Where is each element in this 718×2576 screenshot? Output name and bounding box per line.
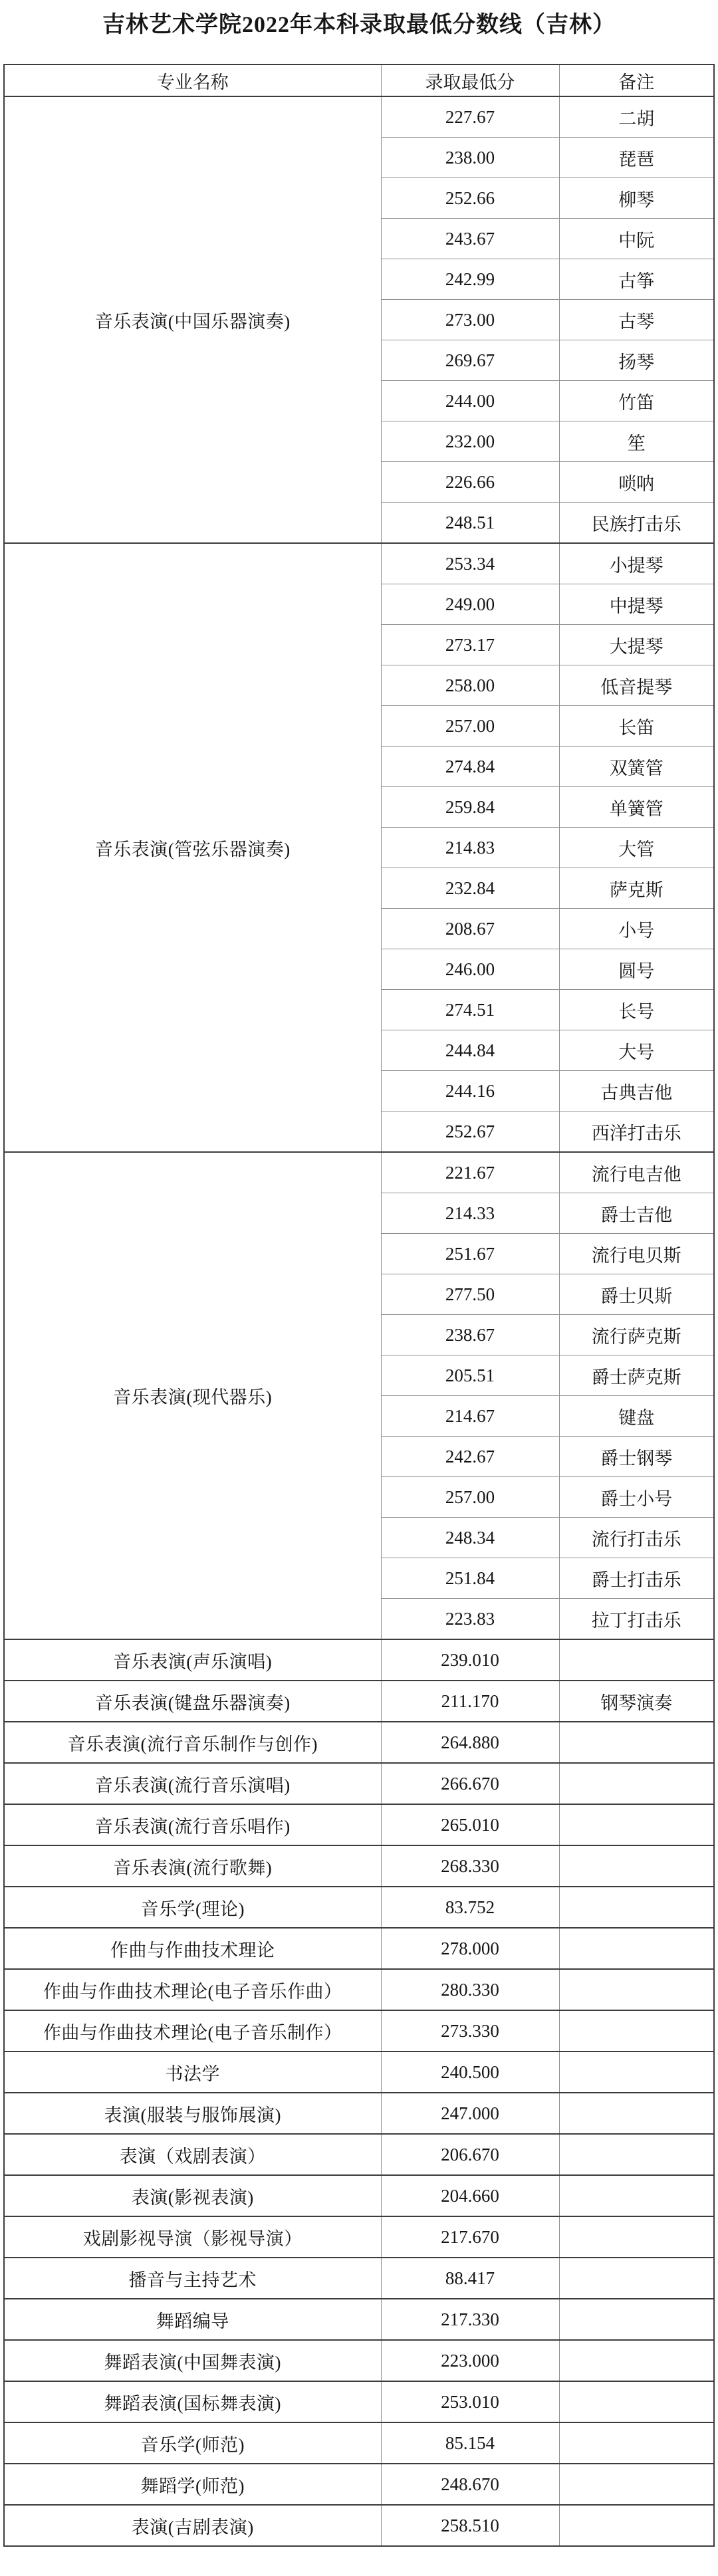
- table-header: [4, 64, 714, 96]
- table-row: [4, 1681, 714, 1722]
- remark-cell: 钢琴演奏: [559, 1681, 714, 1722]
- admission-scores-table: [3, 64, 715, 2547]
- major-cell: 作曲与作曲技术理论(电子音乐作曲）: [4, 1969, 381, 2010]
- score-cell: 258.510: [381, 2505, 559, 2546]
- table-row: [4, 1928, 714, 1969]
- score-cell: 273.330: [381, 2010, 559, 2051]
- score-cell: 217.330: [381, 2299, 559, 2340]
- major-cell: 音乐表演(流行音乐演唱): [4, 1763, 381, 1804]
- score-cell: 247.000: [381, 2093, 559, 2134]
- score-cell: 242.99: [381, 259, 559, 300]
- remark-cell: 萨克斯: [559, 868, 714, 909]
- score-cell: 264.880: [381, 1722, 559, 1763]
- score-cell: 274.84: [381, 747, 559, 787]
- major-cell: 作曲与作曲技术理论(电子音乐制作）: [4, 2010, 381, 2051]
- score-cell: 248.51: [381, 503, 559, 544]
- remark-cell: 流行打击乐: [559, 1518, 714, 1558]
- remark-cell: 键盘: [559, 1396, 714, 1437]
- col-header-major: 专业名称: [4, 64, 381, 96]
- remark-cell: [559, 2093, 714, 2134]
- remark-cell: 小提琴: [559, 543, 714, 584]
- remark-cell: [559, 2216, 714, 2258]
- remark-cell: [559, 2505, 714, 2546]
- remark-cell: [559, 1887, 714, 1928]
- remark-cell: 笙: [559, 421, 714, 462]
- major-cell: 音乐表演(管弦乐器演奏): [4, 543, 381, 1152]
- remark-cell: 古琴: [559, 300, 714, 340]
- score-cell: 252.66: [381, 178, 559, 219]
- major-cell: 表演(服装与服饰展演): [4, 2093, 381, 2134]
- table-row: [4, 2422, 714, 2464]
- score-cell: 238.00: [381, 138, 559, 178]
- major-cell: 音乐学(理论): [4, 1887, 381, 1928]
- remark-cell: [559, 2381, 714, 2422]
- major-cell: 音乐表演(声乐演唱): [4, 1639, 381, 1681]
- table-row: [4, 2340, 714, 2381]
- remark-cell: [559, 2464, 714, 2505]
- remark-cell: [559, 2258, 714, 2299]
- remark-cell: 扬琴: [559, 340, 714, 381]
- remark-cell: 流行电贝斯: [559, 1234, 714, 1274]
- col-header-remark: 备注: [559, 64, 714, 96]
- score-cell: 223.83: [381, 1599, 559, 1640]
- major-cell: 音乐表演(流行音乐制作与创作): [4, 1722, 381, 1763]
- score-cell: 205.51: [381, 1355, 559, 1396]
- score-cell: 273.17: [381, 625, 559, 665]
- major-cell: 表演(吉剧表演): [4, 2505, 381, 2546]
- score-cell: 214.67: [381, 1396, 559, 1437]
- remark-cell: 二胡: [559, 96, 714, 138]
- score-cell: 243.67: [381, 219, 559, 259]
- score-cell: 273.00: [381, 300, 559, 340]
- score-cell: 248.670: [381, 2464, 559, 2505]
- header-row: [4, 64, 714, 96]
- table-row: [4, 1887, 714, 1928]
- score-cell: 249.00: [381, 584, 559, 625]
- score-cell: 269.67: [381, 340, 559, 381]
- major-cell: 表演(影视表演): [4, 2175, 381, 2216]
- remark-cell: 中提琴: [559, 584, 714, 625]
- table-row: [4, 1639, 714, 1681]
- remark-cell: [559, 1804, 714, 1845]
- major-cell: 音乐表演(流行音乐唱作): [4, 1804, 381, 1845]
- remark-cell: 大提琴: [559, 625, 714, 665]
- score-cell: 257.00: [381, 706, 559, 747]
- major-cell: 音乐学(师范): [4, 2422, 381, 2464]
- remark-cell: 大管: [559, 828, 714, 868]
- score-cell: 208.67: [381, 909, 559, 949]
- table-body: [4, 96, 714, 2546]
- score-cell: 268.330: [381, 1845, 559, 1887]
- score-cell: 277.50: [381, 1274, 559, 1315]
- remark-cell: 圆号: [559, 949, 714, 990]
- score-cell: 85.154: [381, 2422, 559, 2464]
- score-cell: 214.33: [381, 1193, 559, 1234]
- table-row: [4, 2505, 714, 2546]
- score-cell: 232.00: [381, 421, 559, 462]
- remark-cell: [559, 1928, 714, 1969]
- table-row: [4, 1845, 714, 1887]
- score-cell: 266.670: [381, 1763, 559, 1804]
- table-row: [4, 2216, 714, 2258]
- table-row: [4, 2258, 714, 2299]
- score-cell: 253.010: [381, 2381, 559, 2422]
- remark-cell: 竹笛: [559, 381, 714, 421]
- remark-cell: 唢呐: [559, 462, 714, 503]
- col-header-score: 录取最低分: [381, 64, 559, 96]
- score-cell: 223.000: [381, 2340, 559, 2381]
- remark-cell: 长号: [559, 990, 714, 1030]
- score-cell: 280.330: [381, 1969, 559, 2010]
- major-cell: 音乐表演(现代器乐): [4, 1152, 381, 1639]
- remark-cell: 爵士打击乐: [559, 1558, 714, 1599]
- table-row: [4, 543, 714, 584]
- table-row: [4, 1969, 714, 2010]
- score-cell: 257.00: [381, 1477, 559, 1518]
- remark-cell: 大号: [559, 1030, 714, 1071]
- remark-cell: 流行萨克斯: [559, 1315, 714, 1355]
- remark-cell: [559, 2010, 714, 2051]
- remark-cell: 民族打击乐: [559, 503, 714, 544]
- remark-cell: 爵士钢琴: [559, 1437, 714, 1477]
- score-cell: 242.67: [381, 1437, 559, 1477]
- remark-cell: [559, 1969, 714, 2010]
- major-cell: 舞蹈编导: [4, 2299, 381, 2340]
- score-cell: 244.16: [381, 1071, 559, 1112]
- score-cell: 226.66: [381, 462, 559, 503]
- score-cell: 246.00: [381, 949, 559, 990]
- remark-cell: [559, 2051, 714, 2093]
- major-cell: 音乐表演(键盘乐器演奏): [4, 1681, 381, 1722]
- table-row: [4, 96, 714, 138]
- score-cell: 252.67: [381, 1112, 559, 1153]
- remark-cell: 爵士吉他: [559, 1193, 714, 1234]
- score-cell: 88.417: [381, 2258, 559, 2299]
- table-row: [4, 2299, 714, 2340]
- remark-cell: [559, 2340, 714, 2381]
- table-row: [4, 2175, 714, 2216]
- table-row: [4, 2093, 714, 2134]
- score-cell: 83.752: [381, 1887, 559, 1928]
- major-cell: 表演（戏剧表演）: [4, 2134, 381, 2175]
- remark-cell: [559, 1845, 714, 1887]
- remark-cell: 长笛: [559, 706, 714, 747]
- score-cell: 244.84: [381, 1030, 559, 1071]
- score-cell: 206.670: [381, 2134, 559, 2175]
- remark-cell: 中阮: [559, 219, 714, 259]
- table-row: [4, 2134, 714, 2175]
- remark-cell: [559, 1763, 714, 1804]
- remark-cell: 流行电吉他: [559, 1152, 714, 1193]
- remark-cell: 爵士萨克斯: [559, 1355, 714, 1396]
- score-cell: 232.84: [381, 868, 559, 909]
- page-title: 吉林艺术学院2022年本科录取最低分数线（吉林）: [102, 13, 616, 37]
- score-cell: 240.500: [381, 2051, 559, 2093]
- remark-cell: [559, 2299, 714, 2340]
- table-row: [4, 2051, 714, 2093]
- score-cell: 251.67: [381, 1234, 559, 1274]
- major-cell: 音乐表演(中国乐器演奏): [4, 96, 381, 543]
- table-row: [4, 1152, 714, 1193]
- major-cell: 舞蹈表演(国标舞表演): [4, 2381, 381, 2422]
- score-cell: 274.51: [381, 990, 559, 1030]
- score-cell: 227.67: [381, 96, 559, 138]
- remark-cell: 爵士贝斯: [559, 1274, 714, 1315]
- remark-cell: 双簧管: [559, 747, 714, 787]
- score-cell: 253.34: [381, 543, 559, 584]
- major-cell: 舞蹈学(师范): [4, 2464, 381, 2505]
- score-cell: 248.34: [381, 1518, 559, 1558]
- remark-cell: [559, 1639, 714, 1681]
- remark-cell: [559, 2175, 714, 2216]
- major-cell: 音乐表演(流行歌舞): [4, 1845, 381, 1887]
- major-cell: 作曲与作曲技术理论: [4, 1928, 381, 1969]
- score-cell: 239.010: [381, 1639, 559, 1681]
- table-row: [4, 1763, 714, 1804]
- remark-cell: 西洋打击乐: [559, 1112, 714, 1153]
- score-cell: 204.660: [381, 2175, 559, 2216]
- score-cell: 214.83: [381, 828, 559, 868]
- score-cell: 278.000: [381, 1928, 559, 1969]
- score-cell: 244.00: [381, 381, 559, 421]
- remark-cell: 爵士小号: [559, 1477, 714, 1518]
- remark-cell: [559, 2422, 714, 2464]
- score-cell: 211.170: [381, 1681, 559, 1722]
- remark-cell: 古典吉他: [559, 1071, 714, 1112]
- score-cell: 238.67: [381, 1315, 559, 1355]
- score-cell: 265.010: [381, 1804, 559, 1845]
- remark-cell: 古筝: [559, 259, 714, 300]
- score-cell: 221.67: [381, 1152, 559, 1193]
- remark-cell: 低音提琴: [559, 665, 714, 706]
- remark-cell: [559, 2134, 714, 2175]
- table-row: [4, 1722, 714, 1763]
- table-row: [4, 2010, 714, 2051]
- score-cell: 217.670: [381, 2216, 559, 2258]
- remark-cell: 拉丁打击乐: [559, 1599, 714, 1640]
- score-cell: 259.84: [381, 787, 559, 828]
- score-cell: 258.00: [381, 665, 559, 706]
- table-row: [4, 1804, 714, 1845]
- table-row: [4, 2381, 714, 2422]
- table-row: [4, 2464, 714, 2505]
- major-cell: 播音与主持艺术: [4, 2258, 381, 2299]
- remark-cell: 单簧管: [559, 787, 714, 828]
- remark-cell: [559, 1722, 714, 1763]
- major-cell: 书法学: [4, 2051, 381, 2093]
- remark-cell: 小号: [559, 909, 714, 949]
- major-cell: 舞蹈表演(中国舞表演): [4, 2340, 381, 2381]
- score-cell: 251.84: [381, 1558, 559, 1599]
- major-cell: 戏剧影视导演（影视导演）: [4, 2216, 381, 2258]
- remark-cell: 柳琴: [559, 178, 714, 219]
- remark-cell: 琵琶: [559, 138, 714, 178]
